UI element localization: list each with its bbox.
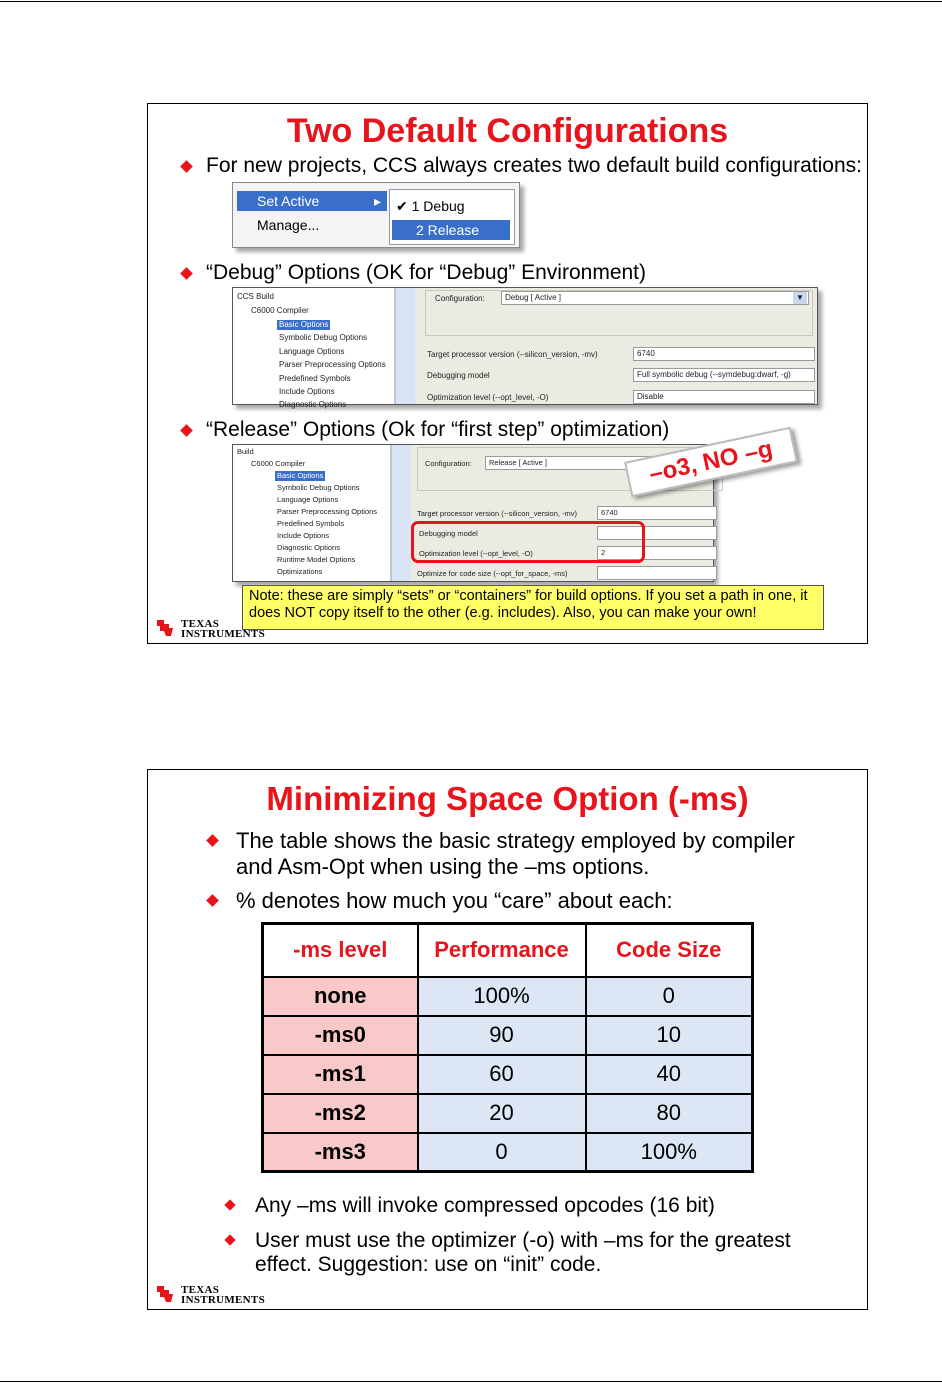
performance-cell: 20 bbox=[418, 1094, 586, 1133]
logo-line2: INSTRUMENTS bbox=[181, 1294, 265, 1306]
sub-bullet bbox=[226, 1194, 826, 1218]
ti-logo-icon bbox=[154, 1283, 176, 1305]
code-size-cell: 40 bbox=[586, 1055, 753, 1094]
code-size-cell: 100% bbox=[586, 1133, 753, 1172]
tree-item[interactable]: Build bbox=[237, 447, 254, 456]
tree-item[interactable]: C6000 Compiler bbox=[251, 459, 306, 468]
level-cell: none bbox=[263, 977, 418, 1016]
slide-two-default-configurations bbox=[147, 103, 868, 644]
tree-item[interactable]: Optimizations bbox=[277, 567, 323, 576]
opt-level-label: Optimization level (--opt_level, -O) bbox=[419, 549, 533, 558]
bullet-diamond-icon bbox=[180, 267, 193, 280]
checkmark-icon: ✔ bbox=[396, 198, 408, 214]
opt-level-label: Optimization level (--opt_level, -O) bbox=[427, 393, 549, 402]
bullet bbox=[208, 828, 808, 880]
tree-scrollbar[interactable] bbox=[391, 445, 411, 581]
code-size-label: Optimize for code size (--opt_for_space, -ms) bbox=[417, 569, 568, 578]
bottom-rule bbox=[0, 1381, 942, 1382]
debug-options-screenshot bbox=[232, 287, 818, 409]
options-panel bbox=[415, 288, 817, 404]
target-field[interactable]: 6740 bbox=[597, 506, 717, 520]
bullet bbox=[182, 154, 862, 177]
column-header: -ms level bbox=[263, 924, 418, 977]
tree-item[interactable]: Include Options bbox=[277, 531, 330, 540]
slide-minimizing-space-option bbox=[147, 769, 868, 1310]
table-row bbox=[263, 1055, 753, 1094]
column-header: Performance bbox=[418, 924, 586, 977]
tree-scrollbar[interactable] bbox=[395, 288, 415, 404]
tree-item[interactable]: Symbolic Debug Options bbox=[277, 483, 360, 492]
tree-item[interactable]: Diagnostic Options bbox=[277, 543, 340, 552]
top-rule bbox=[0, 1, 942, 2]
ti-logo bbox=[154, 1281, 274, 1307]
configuration-label: Configuration: bbox=[435, 294, 485, 303]
bullet bbox=[208, 888, 808, 914]
performance-cell: 60 bbox=[418, 1055, 586, 1094]
bullet-text: “Release” Options (Ok for “first step” optimization) bbox=[206, 418, 670, 441]
level-cell: -ms1 bbox=[263, 1055, 418, 1094]
tree-item[interactable]: Runtime Model Options bbox=[277, 555, 356, 564]
code-size-cell: 10 bbox=[586, 1016, 753, 1055]
submenu bbox=[389, 189, 515, 245]
performance-cell: 100% bbox=[418, 977, 586, 1016]
menu-item-label: Set Active bbox=[257, 193, 320, 209]
tree-item[interactable]: Symbolic Debug Options bbox=[279, 333, 368, 342]
bullet-diamond-icon bbox=[206, 834, 219, 847]
tree-item[interactable]: Language Options bbox=[279, 347, 345, 356]
debug-model-label: Debugging model bbox=[427, 371, 490, 380]
level-cell: -ms0 bbox=[263, 1016, 418, 1055]
ti-logo-icon bbox=[154, 617, 176, 639]
debug-model-label: Debugging model bbox=[419, 529, 478, 538]
logo-line2: INSTRUMENTS bbox=[181, 628, 265, 640]
opt-level-field[interactable]: Disable bbox=[633, 390, 815, 404]
bullet-diamond-icon bbox=[180, 160, 193, 173]
menu-item-release[interactable]: 2 Release bbox=[392, 220, 510, 240]
table-row bbox=[263, 1133, 753, 1172]
menu-item-debug[interactable] bbox=[392, 196, 512, 216]
sub-bullet bbox=[226, 1229, 826, 1277]
target-field[interactable]: 6740 bbox=[633, 347, 815, 361]
code-size-cell: 0 bbox=[586, 977, 753, 1016]
build-tree bbox=[233, 445, 391, 581]
tree-item[interactable]: Predefined Symbols bbox=[279, 374, 351, 383]
bullet-text: % denotes how much you “care” about each: bbox=[236, 888, 673, 913]
set-active-menu-screenshot bbox=[232, 182, 520, 248]
bullet-text: “Debug” Options (OK for “Debug” Environment) bbox=[206, 261, 647, 284]
table-row bbox=[263, 1094, 753, 1133]
build-tree bbox=[233, 288, 395, 409]
bullet-text: The table shows the basic strategy employed by compiler and Asm-Opt when using the –ms options. bbox=[236, 828, 795, 879]
table-row bbox=[263, 977, 753, 1016]
tree-item[interactable]: C6000 Compiler bbox=[251, 306, 309, 315]
tree-item[interactable]: Language Options bbox=[277, 495, 339, 504]
target-label: Target processor version (--silicon_version, -mv) bbox=[417, 509, 578, 518]
tree-item-selected[interactable]: Basic Options bbox=[277, 471, 324, 480]
note-callout: Note: these are simply “sets” or “containers” for build options. If you set a path in one, it does NOT copy itself to the other (e.g. includes). Also, you can make your own! bbox=[242, 585, 824, 630]
configuration-select[interactable]: Release [ Active ] bbox=[485, 456, 715, 470]
menu-item-label: 1 Debug bbox=[411, 198, 465, 214]
o3-no-g-stamp: –o3, NO –g bbox=[624, 427, 798, 498]
configuration-label: Configuration: bbox=[425, 459, 472, 468]
tree-item[interactable]: Include Options bbox=[279, 387, 335, 396]
bullet-diamond-icon bbox=[180, 424, 193, 437]
bullet-diamond-icon bbox=[224, 1199, 235, 1210]
menu-item-manage[interactable]: Manage... bbox=[257, 217, 320, 233]
tree-item-selected[interactable]: Basic Options bbox=[279, 320, 329, 329]
code-size-field[interactable] bbox=[597, 566, 717, 580]
chevron-down-icon[interactable]: ▼ bbox=[793, 292, 807, 304]
opt-level-field[interactable]: 2 bbox=[597, 546, 717, 560]
bullet bbox=[182, 261, 862, 284]
code-size-cell: 80 bbox=[586, 1094, 753, 1133]
tree-item[interactable]: Parser Preprocessing Options bbox=[277, 507, 378, 516]
menu-item-set-active[interactable] bbox=[237, 191, 387, 211]
performance-cell: 0 bbox=[418, 1133, 586, 1172]
slide-title: Two Default Configurations bbox=[286, 112, 729, 150]
logo-line1: TEXAS bbox=[181, 618, 220, 630]
column-header: Code Size bbox=[586, 924, 753, 977]
performance-cell: 90 bbox=[418, 1016, 586, 1055]
target-label: Target processor version (--silicon_version, -mv) bbox=[427, 350, 598, 359]
level-cell: -ms2 bbox=[263, 1094, 418, 1133]
tree-item[interactable]: Predefined Symbols bbox=[277, 519, 345, 528]
table-header-row bbox=[263, 924, 753, 977]
table-row bbox=[263, 1016, 753, 1055]
bullet-diamond-icon bbox=[206, 894, 219, 907]
tree-item[interactable]: Diagnostic Options bbox=[279, 400, 347, 409]
ms-level-table bbox=[261, 922, 754, 1173]
highlight-box bbox=[411, 521, 645, 563]
slide-title: Minimizing Space Option (-ms) bbox=[266, 780, 749, 817]
configuration-select[interactable]: Debug [ Active ] bbox=[501, 291, 809, 305]
debug-model-field[interactable]: Full symbolic debug (--symdebug:dwarf, -g) bbox=[633, 368, 815, 382]
submenu-arrow-icon: ▸ bbox=[373, 193, 381, 209]
bullet-diamond-icon bbox=[224, 1234, 235, 1245]
logo-line1: TEXAS bbox=[181, 1284, 220, 1296]
ti-logo bbox=[154, 615, 274, 641]
bullet-text: For new projects, CCS always creates two default build configurations: bbox=[206, 154, 862, 177]
tree-item[interactable]: Parser Preprocessing Options bbox=[279, 360, 386, 369]
bullet-text: User must use the optimizer (-o) with –ms for the greatest effect. Suggestion: use on “init” code. bbox=[255, 1229, 791, 1276]
tree-item[interactable]: CCS Build bbox=[237, 292, 274, 301]
level-cell: -ms3 bbox=[263, 1133, 418, 1172]
bullet-text: Any –ms will invoke compressed opcodes (16 bit) bbox=[255, 1194, 715, 1217]
